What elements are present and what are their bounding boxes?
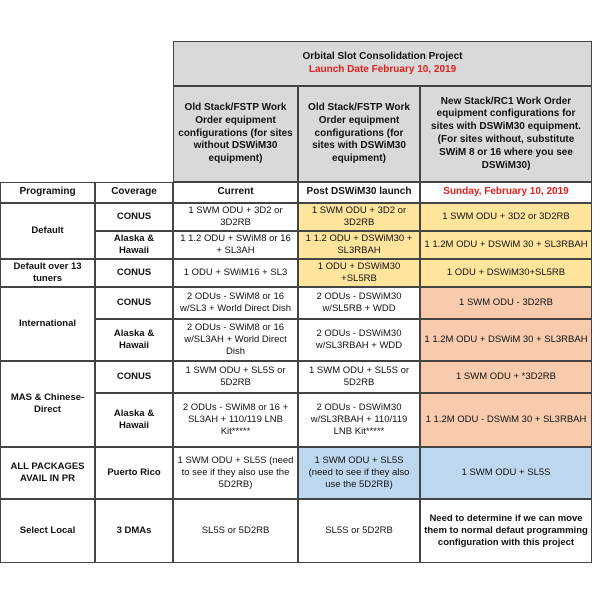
intl-conus-current: 2 ODUs - SWiM8 or 16 w/SL3 + World Direct Dish [173,287,298,319]
row-label-select-local: Select Local [0,499,95,563]
coverage-intl-alaska-hawaii: Alaska & Hawaii [95,319,173,361]
subheader-sunday: Sunday, February 10, 2019 [420,182,592,203]
default-ak-current: 1 1.2 ODU + SWiM8 or 16 + SL3AH [173,231,298,259]
row-label-international: International [0,287,95,361]
default-conus-post: 1 SWM ODU + 3D2 or 3D2RB [298,203,420,231]
coverage-default-conus: CONUS [95,203,173,231]
coverage-3-dmas: 3 DMAs [95,499,173,563]
intl-ak-current: 2 ODUs - SWiM8 or 16 w/SL3AH + World Direct Dish [173,319,298,361]
intl-ak-new: 1 1.2M ODU + DSWiM 30 + SL3RBAH [420,319,592,361]
pr-current: 1 SWM ODU + SL5S (need to see if they also use the 5D2RB) [173,447,298,499]
coverage-over13-conus: CONUS [95,259,173,287]
mas-ak-current: 2 ODUs - SWiM8 or 16 + SL3AH + 110/119 LNB Kit***** [173,393,298,447]
intl-conus-new: 1 SWM ODU - 3D2RB [420,287,592,319]
coverage-intl-conus: CONUS [95,287,173,319]
coverage-default-alaska-hawaii: Alaska & Hawaii [95,231,173,259]
subheader-current: Current [173,182,298,203]
row-label-over-13-tuners: Default over 13 tuners [0,259,95,287]
row-label-default: Default [0,203,95,259]
title-cell [173,41,592,86]
column-header-new-stack: New Stack/RC1 Work Order equipment configurations for sites with DSWiM30 equipment. (For sites without, substitute SWiM 8 or 16 where you see DSWiM30) [420,86,592,182]
default-ak-post: 1 1.2 ODU + DSWiM30 + SL3RBAH [298,231,420,259]
default-ak-new: 1 1.2M ODU + DSWiM 30 + SL3RBAH [420,231,592,259]
over13-current: 1 ODU + SWiM16 + SL3 [173,259,298,287]
project-title: Orbital Slot Consolidation Project [302,50,463,62]
launch-date: Launch Date February 10, 2019 [308,63,457,75]
subheader-post-launch: Post DSWiM30 launch [298,182,420,203]
coverage-puerto-rico: Puerto Rico [95,447,173,499]
mas-conus-post: 1 SWM ODU + SL5S or 5D2RB [298,361,420,393]
column-header-old-with: Old Stack/FSTP Work Order equipment configurations (for sites with DSWiM30 equipment) [298,86,420,182]
intl-conus-post: 2 ODUs - DSWiM30 w/SL5RB + WDD [298,287,420,319]
column-header-old-without: Old Stack/FSTP Work Order equipment configurations (for sites without DSWiM30 equipment) [173,86,298,182]
coverage-mas-alaska-hawaii: Alaska & Hawaii [95,393,173,447]
mas-ak-post: 2 ODUs - DSWiM30 w/SL3RBAH + 110/119 LNB Kit***** [298,393,420,447]
mas-ak-new: 1 1.2M ODU - DSWiM 30 + SL3RBAH [420,393,592,447]
mas-conus-current: 1 SWM ODU + SL5S or 5D2RB [173,361,298,393]
pr-new: 1 SWM ODU + SL5S [420,447,592,499]
coverage-mas-conus: CONUS [95,361,173,393]
row-label-mas-chinese-direct: MAS & Chinese-Direct [0,361,95,447]
local-new: Need to determine if we can move them to normal defaut programming configuration with this project [420,499,592,563]
mas-conus-new: 1 SWM ODU + *3D2RB [420,361,592,393]
over13-post: 1 ODU + DSWiM30 +SL5RB [298,259,420,287]
subheader-programing: Programing [0,182,95,203]
default-conus-current: 1 SWM ODU + 3D2 or 3D2RB [173,203,298,231]
subheader-coverage: Coverage [95,182,173,203]
local-current: SL5S or 5D2RB [173,499,298,563]
intl-ak-post: 2 ODUs - DSWiM30 w/SL3RBAH + WDD [298,319,420,361]
local-post: SL5S or 5D2RB [298,499,420,563]
row-label-all-packages-pr: ALL PACKAGES AVAIL IN PR [0,447,95,499]
default-conus-new: 1 SWM ODU + 3D2 or 3D2RB [420,203,592,231]
over13-new: 1 ODU + DSWiM30+SL5RB [420,259,592,287]
pr-post: 1 SWM ODU + SL5S (need to see if they also use the 5D2RB) [298,447,420,499]
